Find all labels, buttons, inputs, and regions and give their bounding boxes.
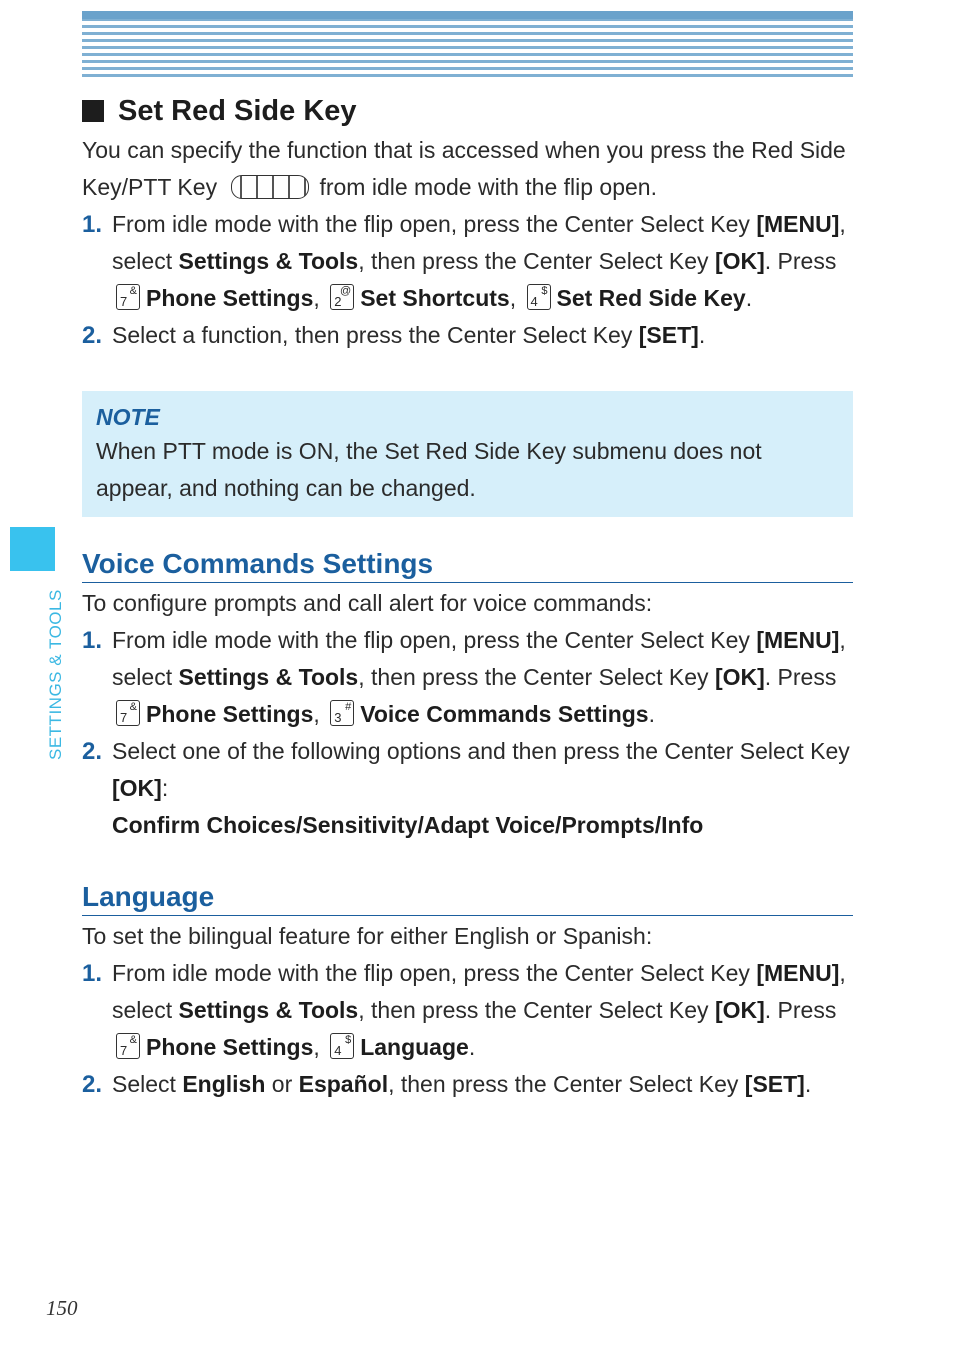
key-label: [OK] (714, 997, 765, 1023)
step-text: , (313, 701, 320, 727)
menu-label: Settings & Tools (178, 664, 359, 690)
step-text: Select (112, 1071, 183, 1097)
keypad-7-icon: 7 & (116, 1033, 140, 1059)
step-text: or (265, 1071, 299, 1097)
steps-list (82, 955, 853, 1103)
option-label: Español (298, 1071, 389, 1097)
step-number: 1. (82, 627, 103, 654)
step-item (82, 622, 853, 733)
step-text: , then press the Center Select Key (358, 997, 715, 1023)
key-label: [SET] (744, 1071, 805, 1097)
keypad-7-icon: 7 & (116, 700, 140, 726)
key-label: [OK] (714, 664, 765, 690)
header-band (82, 11, 853, 77)
step-text: , (313, 1034, 320, 1060)
keypad-2-icon: 2 @ (330, 284, 354, 310)
step-text: : (161, 775, 169, 801)
step-text: , select (112, 211, 846, 274)
step-text: , then press the Center Select Key (358, 664, 715, 690)
key-label: [MENU] (756, 960, 840, 986)
step-item (82, 955, 853, 1066)
menu-label: Settings & Tools (178, 997, 359, 1023)
note-title: NOTE (96, 404, 160, 430)
square-bullet-icon (82, 100, 104, 122)
step-item (82, 317, 853, 354)
key-label: [SET] (638, 322, 699, 348)
key-label: [OK] (112, 775, 162, 801)
intro-text: You can specify the function that is accessed when you press the Red Side Key/PTT Key (82, 137, 846, 200)
side-tab-label: SETTINGS & TOOLS (46, 589, 65, 760)
step-item (82, 1066, 853, 1103)
heading-text: Set Red Side Key (118, 94, 357, 127)
step-text: Select a function, then press the Center Select Key (112, 322, 639, 348)
step-text: , (509, 285, 517, 311)
menu-label: Settings & Tools (178, 248, 359, 274)
page-content (82, 92, 853, 1103)
step-number: 2. (82, 322, 103, 349)
keypad-3-icon: 3 # (330, 700, 354, 726)
keypad-7-icon: 7 & (116, 284, 140, 310)
language-intro: To set the bilingual feature for either English or Spanish: (82, 923, 653, 949)
side-tab-marker (10, 527, 55, 571)
step-text: From idle mode with the flip open, press the Center Select Key (112, 211, 757, 237)
step-item (82, 733, 853, 807)
key-label: [MENU] (756, 211, 840, 237)
section-heading-set-red-side-key (82, 92, 853, 130)
option-label: English (182, 1071, 266, 1097)
step-number: 2. (82, 738, 103, 765)
step-text: . (804, 1071, 812, 1097)
voice-options-list: Confirm Choices/Sensitivity/Adapt Voice/Prompts/Info (112, 812, 704, 838)
note-text: When PTT mode is ON, the Set Red Side Key submenu does not appear, and nothing can be changed. (96, 438, 762, 501)
menu-label: Set Shortcuts (360, 285, 510, 311)
step-item (82, 206, 853, 317)
page-number: 150 (46, 1296, 78, 1320)
ptt-key-icon (231, 175, 309, 199)
step-number: 2. (82, 1071, 103, 1098)
step-number: 1. (82, 960, 103, 987)
step-text: . (745, 285, 753, 311)
keypad-4-icon: 4 $ (527, 284, 551, 310)
step-text: . Press (764, 997, 837, 1023)
step-text: , then press the Center Select Key (358, 248, 715, 274)
step-number: 1. (82, 211, 103, 238)
menu-label: Phone Settings (146, 285, 314, 311)
step-text: . (648, 701, 655, 727)
menu-label: Language (360, 1034, 469, 1060)
step-text: Select one of the following options and then press the Center Select Key (112, 738, 850, 764)
keypad-4-icon: 4 $ (330, 1033, 354, 1059)
key-label: [MENU] (756, 627, 840, 653)
step-text: From idle mode with the flip open, press the Center Select Key (112, 627, 757, 653)
intro-paragraph (82, 132, 853, 206)
intro-text: from idle mode with the flip open. (319, 174, 657, 200)
section-heading-voice-commands: Voice Commands Settings (82, 547, 853, 583)
key-label: [OK] (714, 248, 765, 274)
step-text: . Press (764, 248, 837, 274)
voice-commands-intro: To configure prompts and call alert for voice commands: (82, 590, 653, 616)
step-text: . (468, 1034, 476, 1060)
step-text: , select (112, 627, 846, 690)
note-box (82, 391, 853, 517)
menu-label: Voice Commands Settings (360, 701, 649, 727)
step-text: , (313, 285, 320, 311)
steps-list (82, 206, 853, 354)
menu-label: Set Red Side Key (556, 285, 746, 311)
step-text: , select (112, 960, 846, 1023)
menu-label: Phone Settings (146, 701, 314, 727)
step-text: . Press (764, 664, 837, 690)
section-heading-language: Language (82, 880, 853, 916)
step-text: . (698, 322, 706, 348)
step-text: From idle mode with the flip open, press the Center Select Key (112, 960, 757, 986)
menu-label: Phone Settings (146, 1034, 314, 1060)
steps-list (82, 622, 853, 807)
step-text: , then press the Center Select Key (388, 1071, 745, 1097)
